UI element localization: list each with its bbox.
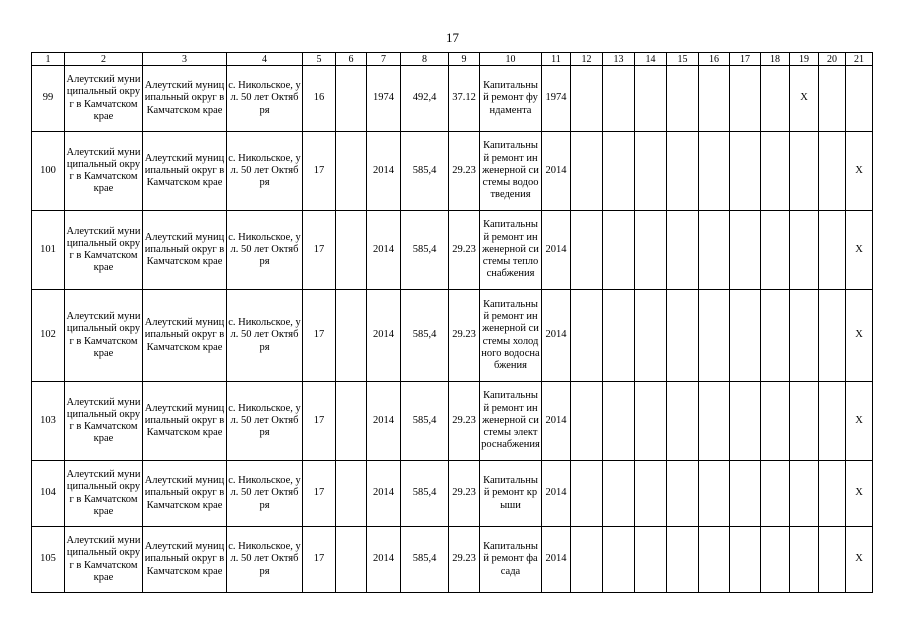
- col5-cell: 17: [303, 527, 336, 593]
- col14-cell: [635, 527, 667, 593]
- col16-cell: [699, 132, 730, 211]
- col16-cell: [699, 461, 730, 527]
- column-number: 12: [571, 53, 603, 66]
- col14-cell: [635, 290, 667, 382]
- work-year-cell: 2014: [542, 132, 571, 211]
- col5-cell: 17: [303, 290, 336, 382]
- area-cell: 585,4: [401, 382, 449, 461]
- table-row: [32, 132, 873, 211]
- address-cell: с. Никольское, ул. 50 лет Октября: [227, 290, 303, 382]
- register-table-body: [32, 53, 873, 593]
- year-cell: 2014: [367, 211, 401, 290]
- year-cell: 2014: [367, 461, 401, 527]
- col14-cell: [635, 382, 667, 461]
- col16-cell: [699, 66, 730, 132]
- district-cell: Алеутский муниципальный округ в Камчатском крае: [65, 66, 143, 132]
- work-type-cell: Капитальный ремонт инженерной системы теплоснабжения: [480, 211, 542, 290]
- col12-cell: [571, 66, 603, 132]
- column-number: 18: [761, 53, 790, 66]
- area-cell: 585,4: [401, 290, 449, 382]
- col20-cell: [819, 66, 846, 132]
- municipality-cell: Алеутский муниципальный округ в Камчатском крае: [143, 290, 227, 382]
- col13-cell: [603, 211, 635, 290]
- col15-cell: [667, 382, 699, 461]
- year-cell: 1974: [367, 66, 401, 132]
- address-cell: с. Никольское, ул. 50 лет Октября: [227, 132, 303, 211]
- column-number: 6: [336, 53, 367, 66]
- address-cell: с. Никольское, ул. 50 лет Октября: [227, 461, 303, 527]
- col18-cell: [761, 290, 790, 382]
- col18-cell: [761, 132, 790, 211]
- column-number: 9: [449, 53, 480, 66]
- col20-cell: [819, 527, 846, 593]
- col12-cell: [571, 211, 603, 290]
- year-cell: 2014: [367, 290, 401, 382]
- column-number: 5: [303, 53, 336, 66]
- col19-cell: [790, 527, 819, 593]
- municipality-cell: Алеутский муниципальный округ в Камчатском крае: [143, 461, 227, 527]
- area-cell: 585,4: [401, 132, 449, 211]
- col21-cell: X: [846, 211, 873, 290]
- table-row: [32, 290, 873, 382]
- col9-cell: 29.23: [449, 211, 480, 290]
- page-number: 17: [446, 30, 459, 45]
- column-number: 19: [790, 53, 819, 66]
- column-number: 17: [730, 53, 761, 66]
- col9-cell: 29.23: [449, 382, 480, 461]
- work-type-cell: Капитальный ремонт фасада: [480, 527, 542, 593]
- column-number: 10: [480, 53, 542, 66]
- col20-cell: [819, 211, 846, 290]
- row-number-cell: 102: [32, 290, 65, 382]
- column-number: 13: [603, 53, 635, 66]
- row-number-cell: 103: [32, 382, 65, 461]
- column-number: 4: [227, 53, 303, 66]
- col17-cell: [730, 211, 761, 290]
- col18-cell: [761, 66, 790, 132]
- municipality-cell: Алеутский муниципальный округ в Камчатском крае: [143, 382, 227, 461]
- col18-cell: [761, 461, 790, 527]
- col6-cell: [336, 461, 367, 527]
- column-number: 8: [401, 53, 449, 66]
- municipality-cell: Алеутский муниципальный округ в Камчатском крае: [143, 66, 227, 132]
- work-year-cell: 2014: [542, 461, 571, 527]
- column-number: 16: [699, 53, 730, 66]
- district-cell: Алеутский муниципальный округ в Камчатском крае: [65, 211, 143, 290]
- district-cell: Алеутский муниципальный округ в Камчатском крае: [65, 290, 143, 382]
- column-number: 7: [367, 53, 401, 66]
- year-cell: 2014: [367, 382, 401, 461]
- col20-cell: [819, 132, 846, 211]
- municipality-cell: Алеутский муниципальный округ в Камчатском крае: [143, 211, 227, 290]
- row-number-cell: 104: [32, 461, 65, 527]
- col19-cell: [790, 461, 819, 527]
- col16-cell: [699, 211, 730, 290]
- row-number-cell: 105: [32, 527, 65, 593]
- work-year-cell: 2014: [542, 211, 571, 290]
- col6-cell: [336, 211, 367, 290]
- col5-cell: 17: [303, 211, 336, 290]
- column-number: 1: [32, 53, 65, 66]
- col15-cell: [667, 461, 699, 527]
- col6-cell: [336, 527, 367, 593]
- col12-cell: [571, 290, 603, 382]
- district-cell: Алеутский муниципальный округ в Камчатском крае: [65, 132, 143, 211]
- col19-cell: [790, 132, 819, 211]
- work-year-cell: 2014: [542, 382, 571, 461]
- year-cell: 2014: [367, 132, 401, 211]
- col13-cell: [603, 66, 635, 132]
- col16-cell: [699, 527, 730, 593]
- column-number: 15: [667, 53, 699, 66]
- col14-cell: [635, 461, 667, 527]
- col20-cell: [819, 382, 846, 461]
- column-number: 11: [542, 53, 571, 66]
- col21-cell: [846, 66, 873, 132]
- column-number: 20: [819, 53, 846, 66]
- col5-cell: 17: [303, 461, 336, 527]
- col9-cell: 29.23: [449, 461, 480, 527]
- col13-cell: [603, 132, 635, 211]
- table-row: [32, 382, 873, 461]
- table-row: [32, 527, 873, 593]
- col13-cell: [603, 527, 635, 593]
- area-cell: 492,4: [401, 66, 449, 132]
- col13-cell: [603, 461, 635, 527]
- area-cell: 585,4: [401, 461, 449, 527]
- work-type-cell: Капитальный ремонт инженерной системы электроснабжения: [480, 382, 542, 461]
- col19-cell: [790, 382, 819, 461]
- col16-cell: [699, 290, 730, 382]
- col9-cell: 29.23: [449, 527, 480, 593]
- col21-cell: X: [846, 382, 873, 461]
- col17-cell: [730, 290, 761, 382]
- col21-cell: X: [846, 290, 873, 382]
- column-number: 21: [846, 53, 873, 66]
- col21-cell: X: [846, 132, 873, 211]
- col17-cell: [730, 382, 761, 461]
- col9-cell: 29.23: [449, 290, 480, 382]
- register-table: [31, 52, 873, 593]
- col17-cell: [730, 461, 761, 527]
- address-cell: с. Никольское, ул. 50 лет Октября: [227, 211, 303, 290]
- col21-cell: X: [846, 461, 873, 527]
- work-type-cell: Капитальный ремонт крыши: [480, 461, 542, 527]
- district-cell: Алеутский муниципальный округ в Камчатском крае: [65, 382, 143, 461]
- col12-cell: [571, 132, 603, 211]
- area-cell: 585,4: [401, 527, 449, 593]
- work-year-cell: 2014: [542, 290, 571, 382]
- row-number-cell: 99: [32, 66, 65, 132]
- table-row: [32, 211, 873, 290]
- work-type-cell: Капитальный ремонт инженерной системы холодного водоснабжения: [480, 290, 542, 382]
- col5-cell: 16: [303, 66, 336, 132]
- col15-cell: [667, 211, 699, 290]
- col9-cell: 29.23: [449, 132, 480, 211]
- work-type-cell: Капитальный ремонт фундамента: [480, 66, 542, 132]
- district-cell: Алеутский муниципальный округ в Камчатском крае: [65, 461, 143, 527]
- col19-cell: [790, 290, 819, 382]
- col13-cell: [603, 382, 635, 461]
- col5-cell: 17: [303, 382, 336, 461]
- col12-cell: [571, 461, 603, 527]
- year-cell: 2014: [367, 527, 401, 593]
- address-cell: с. Никольское, ул. 50 лет Октября: [227, 66, 303, 132]
- col6-cell: [336, 66, 367, 132]
- col6-cell: [336, 382, 367, 461]
- col18-cell: [761, 211, 790, 290]
- column-number: 14: [635, 53, 667, 66]
- table-row: [32, 66, 873, 132]
- col14-cell: [635, 66, 667, 132]
- col17-cell: [730, 66, 761, 132]
- col6-cell: [336, 290, 367, 382]
- col18-cell: [761, 382, 790, 461]
- work-year-cell: 2014: [542, 527, 571, 593]
- municipality-cell: Алеутский муниципальный округ в Камчатском крае: [143, 132, 227, 211]
- column-number-row: [32, 53, 873, 66]
- work-year-cell: 1974: [542, 66, 571, 132]
- table-row: [32, 461, 873, 527]
- district-cell: Алеутский муниципальный округ в Камчатском крае: [65, 527, 143, 593]
- col18-cell: [761, 527, 790, 593]
- col17-cell: [730, 132, 761, 211]
- col15-cell: [667, 290, 699, 382]
- col21-cell: X: [846, 527, 873, 593]
- col14-cell: [635, 132, 667, 211]
- col20-cell: [819, 461, 846, 527]
- col9-cell: 37.12: [449, 66, 480, 132]
- address-cell: с. Никольское, ул. 50 лет Октября: [227, 382, 303, 461]
- col12-cell: [571, 382, 603, 461]
- col17-cell: [730, 527, 761, 593]
- col20-cell: [819, 290, 846, 382]
- col13-cell: [603, 290, 635, 382]
- col14-cell: [635, 211, 667, 290]
- column-number: 2: [65, 53, 143, 66]
- col15-cell: [667, 132, 699, 211]
- column-number: 3: [143, 53, 227, 66]
- col16-cell: [699, 382, 730, 461]
- col15-cell: [667, 527, 699, 593]
- col12-cell: [571, 527, 603, 593]
- col5-cell: 17: [303, 132, 336, 211]
- work-type-cell: Капитальный ремонт инженерной системы водоотведения: [480, 132, 542, 211]
- row-number-cell: 100: [32, 132, 65, 211]
- col6-cell: [336, 132, 367, 211]
- col19-cell: X: [790, 66, 819, 132]
- address-cell: с. Никольское, ул. 50 лет Октября: [227, 527, 303, 593]
- municipality-cell: Алеутский муниципальный округ в Камчатском крае: [143, 527, 227, 593]
- col19-cell: [790, 211, 819, 290]
- row-number-cell: 101: [32, 211, 65, 290]
- col15-cell: [667, 66, 699, 132]
- area-cell: 585,4: [401, 211, 449, 290]
